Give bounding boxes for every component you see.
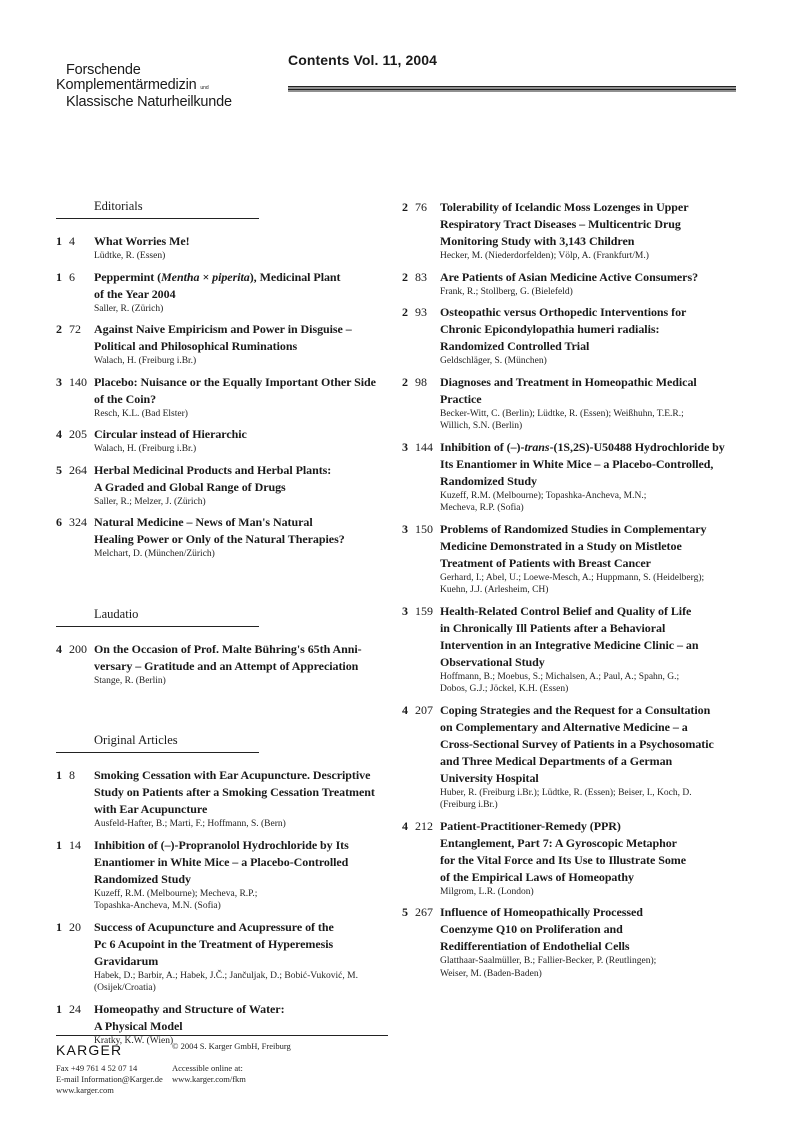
authors-line: Topashka-Ancheva, M.N. (Sofia) — [94, 901, 221, 911]
authors-line: Huber, R. (Freiburg i.Br.); Lüdtke, R. (Essen); Beiser, I., Koch, D. — [440, 787, 692, 798]
issue-number: 1 — [56, 269, 62, 284]
article-title[interactable] — [440, 374, 747, 408]
article-title-line: Homeopathy and Structure of Water: — [94, 1001, 285, 1016]
page-number: 20 — [69, 919, 81, 934]
authors-line: Willich, S.N. (Berlin) — [440, 421, 523, 431]
left-column — [56, 199, 396, 1093]
article-title-line: Herbal Medicinal Products and Herbal Plants: — [94, 462, 332, 477]
toc-entry[interactable] — [402, 374, 747, 433]
page-number: 324 — [69, 515, 87, 529]
article-authors — [94, 675, 396, 688]
authors-line: Saller, R. (Zürich) — [94, 303, 164, 314]
article-title[interactable] — [94, 233, 396, 250]
article-title-line: Monitoring Study with 3,143 Children — [440, 234, 635, 248]
article-title[interactable] — [94, 641, 396, 675]
entry-list — [56, 233, 396, 561]
toc-entry[interactable] — [402, 269, 747, 299]
article-title[interactable] — [440, 304, 747, 355]
issue-number: 2 — [402, 200, 408, 214]
page-number: 6 — [69, 269, 75, 284]
article-title[interactable] — [440, 702, 747, 787]
article-title-line: Treatment of Patients with Breast Cancer — [440, 555, 651, 570]
authors-line: Glatthaar-Saalmüller, B.; Fallier-Becker, P. (Reutlingen); — [440, 956, 657, 966]
authors-line: Mecheva, R.P. (Sofia) — [440, 503, 524, 513]
article-authors — [94, 548, 396, 561]
issue-number: 3 — [56, 374, 62, 389]
right-column — [402, 199, 747, 986]
article-title[interactable] — [94, 426, 396, 443]
issue-number: 1 — [56, 234, 62, 248]
article-authors — [94, 303, 396, 316]
footer-access — [172, 1063, 246, 1085]
authors-line: Kratky, K.W. (Wien) — [94, 1035, 174, 1046]
article-title-line: Gravidarum — [94, 953, 159, 968]
page-number: 72 — [69, 322, 81, 336]
authors-line: Walach, H. (Freiburg i.Br.) — [94, 444, 197, 454]
page-number: 93 — [415, 305, 427, 319]
issue-number: 6 — [56, 515, 62, 529]
authors-line: Hecker, M. (Niederdorfelden); Völp, A. (Frankfurt/M.) — [440, 251, 649, 261]
authors-line: Frank, R.; Stollberg, G. (Bielefeld) — [440, 286, 573, 297]
toc-entry[interactable] — [56, 321, 396, 368]
issue-number: 1 — [56, 1001, 62, 1016]
article-title-line: Coenzyme Q10 on Proliferation and — [440, 922, 623, 936]
issue-number: 2 — [402, 305, 408, 319]
footer-fax: Fax +49 761 4 52 07 14 — [56, 1063, 138, 1073]
page-number: 140 — [69, 374, 87, 389]
issue-number: 3 — [402, 521, 408, 536]
article-title-line: Its Enantiomer in White Mice – a Placebo-Controlled, — [440, 456, 714, 471]
article-title-line: Randomized Controlled Trial — [440, 339, 590, 353]
authors-line: Dobos, G.J.; Jöckel, K.H. (Essen) — [440, 684, 569, 694]
issue-number: 4 — [402, 702, 408, 717]
footer-access-url[interactable]: www.karger.com/fkm — [172, 1074, 246, 1084]
authors-line: Gerhard, I.; Abel, U.; Loewe-Mesch, A.; Huppmann, S. (Heidelberg); — [440, 572, 705, 583]
article-authors — [94, 443, 396, 456]
authors-line: Resch, K.L. (Bad Elster) — [94, 408, 188, 419]
journal-title-line-2-text: Komplementärmedizin — [56, 76, 197, 93]
page-number: 159 — [415, 603, 433, 618]
footer-email[interactable]: E-mail Information@Karger.de — [56, 1074, 163, 1084]
authors-line: Becker-Witt, C. (Berlin); Lüdtke, R. (Essen); Weißhuhn, T.E.R.; — [440, 408, 684, 419]
article-title-line: for the Vital Force and Its Use to Illustrate Some — [440, 852, 687, 867]
authors-line: Kuzeff, R.M. (Melbourne); Mecheva, R.P.; — [94, 888, 258, 899]
issue-number: 4 — [56, 427, 62, 441]
article-authors — [440, 787, 747, 812]
article-authors — [440, 490, 747, 515]
article-title[interactable] — [94, 837, 396, 888]
article-authors — [440, 286, 747, 299]
issue-number: 1 — [56, 768, 62, 782]
journal-title-line-1: Forschende — [66, 62, 141, 78]
article-title-line: in Chronically Ill Patients after a Behavioral — [440, 620, 666, 635]
toc-entry[interactable] — [402, 304, 747, 368]
article-title-line: Cross-Sectional Survey of Patients in a Psychosomatic — [440, 736, 714, 751]
article-title[interactable] — [440, 603, 747, 671]
footer-website[interactable]: www.karger.com — [56, 1085, 114, 1095]
article-title-line: Diagnoses and Treatment in Homeopathic Medical — [440, 374, 697, 389]
article-title[interactable] — [440, 904, 747, 955]
article-title-line: with Ear Acupuncture — [94, 802, 208, 816]
issue-number: 5 — [402, 905, 408, 919]
footer-contact — [56, 1063, 163, 1096]
article-title-line: Inhibition of (–)-trans-(1S,2S)-U50488 Hydrochloride by — [440, 439, 725, 454]
article-title[interactable] — [94, 321, 396, 355]
page-number: 24 — [69, 1001, 81, 1016]
article-title-line: Enantiomer in White Mice – a Placebo-Controlled — [94, 854, 349, 869]
toc-entry[interactable] — [402, 904, 747, 980]
article-authors — [94, 818, 396, 831]
article-title[interactable] — [94, 767, 396, 818]
authors-line: (Osijek/Croatia) — [94, 983, 156, 993]
article-title-line: Entanglement, Part 7: A Gyroscopic Metaphor — [440, 835, 677, 850]
article-title-line: Influence of Homeopathically Processed — [440, 905, 643, 919]
article-title-line: Smoking Cessation with Ear Acupuncture. Descriptive — [94, 768, 371, 782]
article-title-line: Medicine Demonstrated in a Study on Mistletoe — [440, 538, 682, 553]
article-title-line: Observational Study — [440, 654, 545, 669]
article-authors — [94, 496, 396, 509]
authors-line: Hoffmann, B.; Moebus, S.; Michalsen, A.; Paul, A.; Spahn, G.; — [440, 671, 680, 682]
toc-entry[interactable] — [56, 374, 396, 421]
article-authors — [440, 671, 747, 696]
authors-line: Geldschläger, S. (München) — [440, 356, 547, 366]
article-title-line: Circular instead of Hierarchic — [94, 427, 247, 441]
issue-number: 4 — [402, 818, 408, 833]
authors-line: Kuehn, J.J. (Arlesheim, CH) — [440, 585, 549, 595]
article-title-line: of the Empirical Laws of Homeopathy — [440, 869, 634, 884]
article-title-line: Tolerability of Icelandic Moss Lozenges in Upper — [440, 200, 689, 214]
toc-entry[interactable] — [56, 641, 396, 688]
article-title-line: Randomized Study — [440, 473, 537, 488]
issue-number: 1 — [56, 837, 62, 852]
article-title[interactable] — [94, 1001, 396, 1035]
article-authors — [440, 886, 747, 899]
article-title[interactable] — [94, 462, 396, 496]
page-number: 83 — [415, 269, 427, 284]
issue-number: 5 — [56, 462, 62, 477]
article-title-line: Healing Power or Only of the Natural Therapies? — [94, 532, 345, 546]
toc-entry[interactable] — [56, 837, 396, 913]
article-authors — [440, 408, 747, 433]
page-number: 150 — [415, 521, 433, 536]
issue-number: 3 — [402, 439, 408, 454]
toc-entry[interactable] — [56, 919, 396, 995]
page-number: 14 — [69, 837, 81, 852]
header-rule — [288, 86, 736, 92]
page-number: 212 — [415, 818, 433, 833]
article-authors — [94, 408, 396, 421]
toc-entry[interactable] — [402, 199, 747, 263]
article-title-line: Are Patients of Asian Medicine Active Consumers? — [440, 269, 699, 284]
article-title-line: Coping Strategies and the Request for a Consultation — [440, 702, 711, 717]
journal-title-line-3: Klassische Naturheilkunde — [66, 94, 232, 111]
article-title-line: Inhibition of (–)-Propranolol Hydrochloride by Its — [94, 837, 349, 852]
toc-entry[interactable] — [56, 426, 396, 456]
article-title-line: Success of Acupuncture and Acupressure of the — [94, 919, 334, 934]
article-authors — [440, 250, 747, 263]
page-number: 4 — [69, 234, 75, 248]
page-number: 267 — [415, 905, 433, 919]
article-title-line: Natural Medicine – News of Man's Natural — [94, 515, 313, 529]
article-title-line: Intervention in an Integrative Medicine Clinic – an — [440, 637, 699, 652]
authors-line: Habek, D.; Barbir, A.; Habek, J.Č.; Jančuljak, D.; Bobić-Vuković, M. — [94, 970, 358, 981]
article-title-line: Health-Related Control Belief and Quality of Life — [440, 603, 692, 618]
authors-line: Melchart, D. (München/Zürich) — [94, 549, 215, 559]
page-number: 144 — [415, 439, 433, 454]
section-heading: Laudatio — [56, 607, 259, 627]
article-title-line: Political and Philosophical Ruminations — [94, 339, 298, 353]
article-title[interactable] — [440, 818, 747, 886]
article-title-line: A Graded and Global Range of Drugs — [94, 479, 286, 494]
page-number: 207 — [415, 702, 433, 717]
issue-number: 3 — [402, 603, 408, 618]
section-heading: Original Articles — [56, 733, 259, 753]
article-title[interactable] — [94, 269, 396, 303]
issue-number: 2 — [56, 322, 62, 336]
article-authors — [94, 888, 396, 913]
authors-line: Walach, H. (Freiburg i.Br.) — [94, 356, 197, 366]
article-title[interactable] — [440, 439, 747, 490]
issue-number: 2 — [402, 374, 408, 389]
contents-heading: Contents Vol. 11, 2004 — [288, 52, 437, 68]
journal-title — [56, 63, 232, 110]
authors-line: Ausfeld-Hafter, B.; Marti, F.; Hoffmann, S. (Bern) — [94, 819, 286, 829]
article-title[interactable] — [94, 919, 396, 970]
journal-title-und: und — [200, 84, 209, 91]
section — [56, 733, 396, 1047]
entry-list — [56, 767, 396, 1047]
toc-entry[interactable] — [402, 702, 747, 812]
article-title-line: On the Occasion of Prof. Malte Bühring's 65th Anni- — [94, 641, 362, 656]
section — [56, 199, 396, 561]
article-title-line: Chronic Epicondylopathia humeri radialis: — [440, 322, 660, 336]
footer-copyright: © 2004 S. Karger GmbH, Freiburg — [172, 1041, 291, 1051]
issue-number: 4 — [56, 641, 62, 656]
article-title-line: A Physical Model — [94, 1018, 183, 1033]
karger-logo: KARGER — [56, 1042, 123, 1058]
article-title-line: Redifferentiation of Endothelial Cells — [440, 939, 630, 953]
toc-entry[interactable] — [56, 767, 396, 831]
toc-entry[interactable] — [56, 233, 396, 263]
article-authors — [440, 355, 747, 368]
article-authors — [94, 250, 396, 263]
article-title-line: Respiratory Tract Diseases – Multicentric Drug — [440, 217, 681, 231]
article-title-line: Pc 6 Acupoint in the Treatment of Hyperemesis — [94, 936, 334, 951]
authors-line: (Freiburg i.Br.) — [440, 800, 498, 810]
section — [56, 607, 396, 688]
page-number: 200 — [69, 641, 87, 656]
authors-line: Saller, R.; Melzer, J. (Zürich) — [94, 496, 206, 507]
authors-line: Milgrom, L.R. (London) — [440, 886, 534, 897]
authors-line: Lüdtke, R. (Essen) — [94, 251, 166, 261]
article-title[interactable] — [440, 199, 747, 250]
article-title-line: Patient-Practitioner-Remedy (PPR) — [440, 818, 621, 833]
article-title-line: Randomized Study — [94, 871, 191, 886]
toc-entry[interactable] — [402, 439, 747, 515]
page-number: 8 — [69, 768, 75, 782]
article-title-line: and Three Medical Departments of a German — [440, 753, 673, 768]
article-title-line: Practice — [440, 391, 482, 406]
entry-list — [56, 641, 396, 688]
article-title-line: Placebo: Nuisance or the Equally Important Other Side — [94, 374, 376, 389]
article-title-line: of the Year 2004 — [94, 286, 176, 301]
authors-line: Stange, R. (Berlin) — [94, 675, 166, 686]
article-title-line: Study on Patients after a Smoking Cessation Treatment — [94, 785, 375, 799]
toc-entry[interactable] — [56, 514, 396, 561]
article-title-line: Peppermint (Mentha × piperita), Medicinal Plant — [94, 269, 341, 284]
article-title[interactable] — [94, 374, 396, 408]
toc-entry[interactable] — [56, 269, 396, 316]
article-title-line: on Complementary and Alternative Medicine – a — [440, 719, 688, 734]
article-title-line: Against Naive Empiricism and Power in Disguise – — [94, 322, 352, 336]
article-title-line: Osteopathic versus Orthopedic Interventions for — [440, 305, 687, 319]
article-title-line: versary – Gratitude and an Attempt of Appreciation — [94, 658, 359, 673]
footer-rule — [56, 1035, 388, 1036]
article-title-line: University Hospital — [440, 770, 539, 785]
article-title-line: Problems of Randomized Studies in Complementary — [440, 521, 707, 536]
page-number: 98 — [415, 374, 427, 389]
toc-entry[interactable] — [56, 462, 396, 509]
issue-number: 2 — [402, 269, 408, 284]
article-title[interactable] — [94, 514, 396, 548]
page-number: 205 — [69, 427, 87, 441]
authors-line: Kuzeff, R.M. (Melbourne); Topashka-Ancheva, M.N.; — [440, 490, 647, 501]
toc-entry[interactable] — [402, 603, 747, 696]
article-authors — [94, 355, 396, 368]
article-title[interactable] — [440, 269, 747, 286]
article-title[interactable] — [440, 521, 747, 572]
article-authors — [440, 572, 747, 597]
article-authors — [94, 970, 396, 995]
page-number: 76 — [415, 200, 427, 214]
toc-entry[interactable] — [402, 521, 747, 597]
article-title-line: of the Coin? — [94, 391, 157, 406]
toc-entry[interactable] — [402, 818, 747, 899]
article-title-line: What Worries Me! — [94, 234, 190, 248]
article-authors — [440, 955, 747, 980]
section-heading: Editorials — [56, 199, 259, 219]
page-number: 264 — [69, 462, 87, 477]
footer-access-label: Accessible online at: — [172, 1063, 243, 1073]
authors-line: Weiser, M. (Baden-Baden) — [440, 968, 542, 979]
journal-title-line-2 — [56, 78, 232, 96]
issue-number: 1 — [56, 919, 62, 934]
